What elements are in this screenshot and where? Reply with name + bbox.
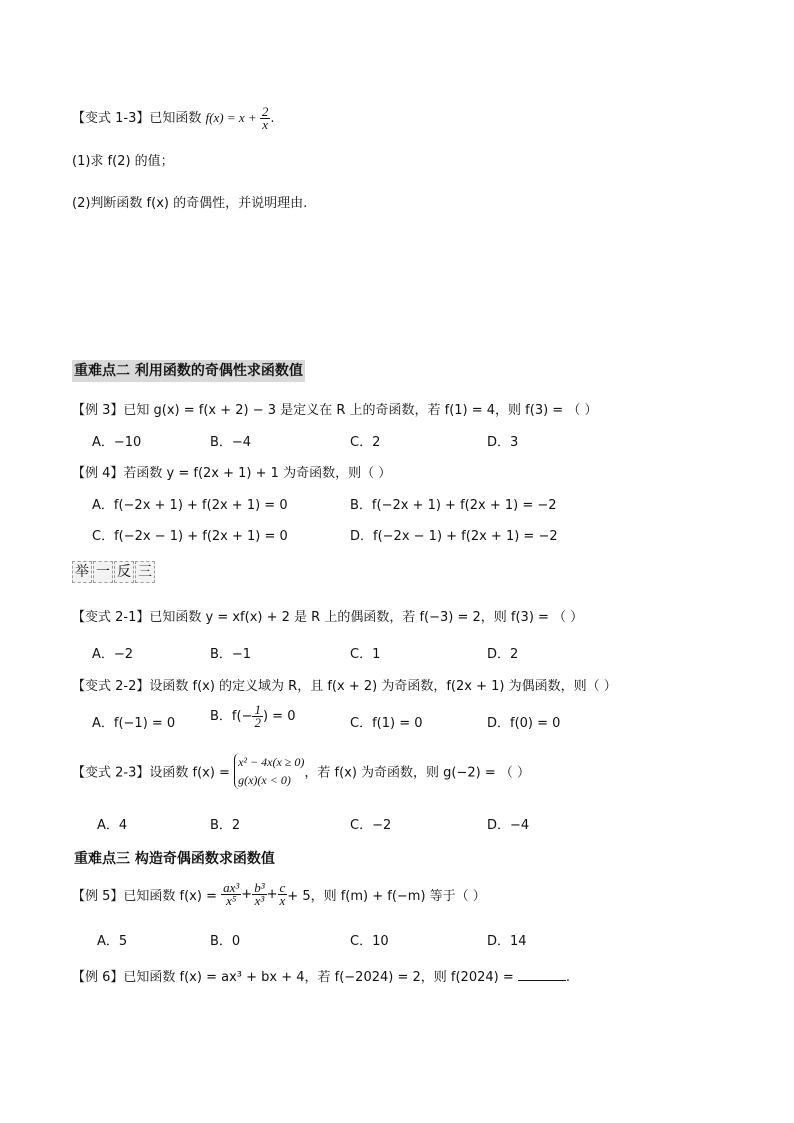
option-d: D．14 (487, 934, 527, 949)
section-heading-3: 重难点三 构造奇偶函数求函数值 (72, 848, 277, 870)
example-3-stem: 【例 3】已知 g(x) = f(x + 2) − 3 是定义在 R 上的奇函数，若 f(1) = 4，则 f(3) = （ ） (72, 403, 598, 418)
question-2: (2)判断函数 f(x) 的奇偶性，并说明理由. (72, 196, 308, 211)
answer-blank[interactable] (518, 968, 566, 981)
fraction: $\frac{2}{x}$ (261, 104, 269, 132)
example-label: 【例 5】 (72, 889, 124, 904)
option-c: C．10 (350, 934, 389, 949)
variant-label: 【变式 1-3】 (72, 111, 150, 126)
option-a: A．−10 (92, 435, 142, 450)
fraction: $\frac{\text{b³}}{\text{x³}}$ (254, 880, 265, 908)
fraction: $\frac{1}{2}$ (254, 702, 261, 730)
option-d: D．f(−2x − 1) + f(2x + 1) = −2 (350, 529, 558, 544)
example-label: 【例 6】 (72, 970, 124, 985)
option-c: C．f(−2x − 1) + f(2x + 1) = 0 (92, 529, 288, 544)
example-label: 【例 4】 (72, 466, 124, 481)
example-5-stem: 【例 5】已知函数 f(x) = $\frac{\text{ax³}}{\text{x⁵}}$ + $\frac{\text{b³}}{\text{x³}}$ + $\frac{c}{x}$ + 5，则 f(m) + f(−m) 等于（ ） (72, 880, 486, 908)
practice-badge: 举 一 反 三 (72, 561, 156, 583)
variant-label: 【变式 2-2】 (72, 679, 150, 694)
option-a: A．−2 (92, 647, 134, 662)
variant-label: 【变式 2-1】 (72, 610, 150, 625)
option-c: C．2 (350, 435, 381, 450)
option-a: A．f(−1) = 0 (92, 716, 176, 731)
variant-1-3-stem: 【变式 1-3】已知函数 f(x) = x + $\frac{2}{x}$ . (72, 104, 275, 132)
variant-2-2-stem: 【变式 2-2】设函数 f(x) 的定义域为 R，且 f(x + 2) 为奇函数，f(2x + 1) 为偶函数，则（ ） (72, 679, 617, 694)
option-b: B．f(−2x + 1) + f(2x + 1) = −2 (350, 498, 557, 513)
option-d: D．2 (487, 647, 519, 662)
option-b: B．−1 (210, 647, 252, 662)
option-d: D．f(0) = 0 (487, 716, 561, 731)
option-b: B．−4 (210, 435, 252, 450)
option-b: B．f(− $\frac{1}{2}$ ) = 0 (210, 702, 296, 730)
variant-label: 【变式 2-3】 (72, 765, 150, 781)
option-d: D．−4 (487, 818, 530, 833)
piecewise-brace: x² − 4x(x ≥ 0) g(x)(x < 0) (234, 753, 304, 789)
example-6-stem: 【例 6】已知函数 f(x) = ax³ + bx + 4，若 f(−2024) = 2，则 f(2024) = . (72, 970, 571, 985)
option-a: A．f(−2x + 1) + f(2x + 1) = 0 (92, 498, 288, 513)
option-d: D．3 (487, 435, 519, 450)
question-1: (1)求 f(2) 的值； (72, 154, 174, 169)
option-b: B．0 (210, 934, 241, 949)
option-a: A．5 (97, 934, 128, 949)
option-c: C．−2 (350, 818, 392, 833)
section-heading-2: 重难点二 利用函数的奇偶性求函数值 (72, 360, 305, 382)
example-label: 【例 3】 (72, 403, 124, 418)
fraction: $\frac{\text{ax³}}{\text{x⁵}}$ (223, 880, 240, 908)
variant-2-3-stem: 【变式 2-3】设函数 f(x) = x² − 4x(x ≥ 0) g(x)(x < 0) ，若 f(x) 为奇函数，则 g(−2) = （ ） (72, 755, 531, 787)
variant-2-1-stem: 【变式 2-1】已知函数 y = xf(x) + 2 是 R 上的偶函数，若 f(−3) = 2，则 f(3) = （ ） (72, 610, 584, 625)
option-c: C．1 (350, 647, 381, 662)
option-c: C．f(1) = 0 (350, 716, 423, 731)
option-a: A．4 (97, 818, 128, 833)
option-b: B．2 (210, 818, 241, 833)
example-4-stem: 【例 4】若函数 y = f(2x + 1) + 1 为奇函数，则（ ） (72, 466, 392, 481)
fraction: $\frac{c}{x}$ (279, 880, 286, 908)
